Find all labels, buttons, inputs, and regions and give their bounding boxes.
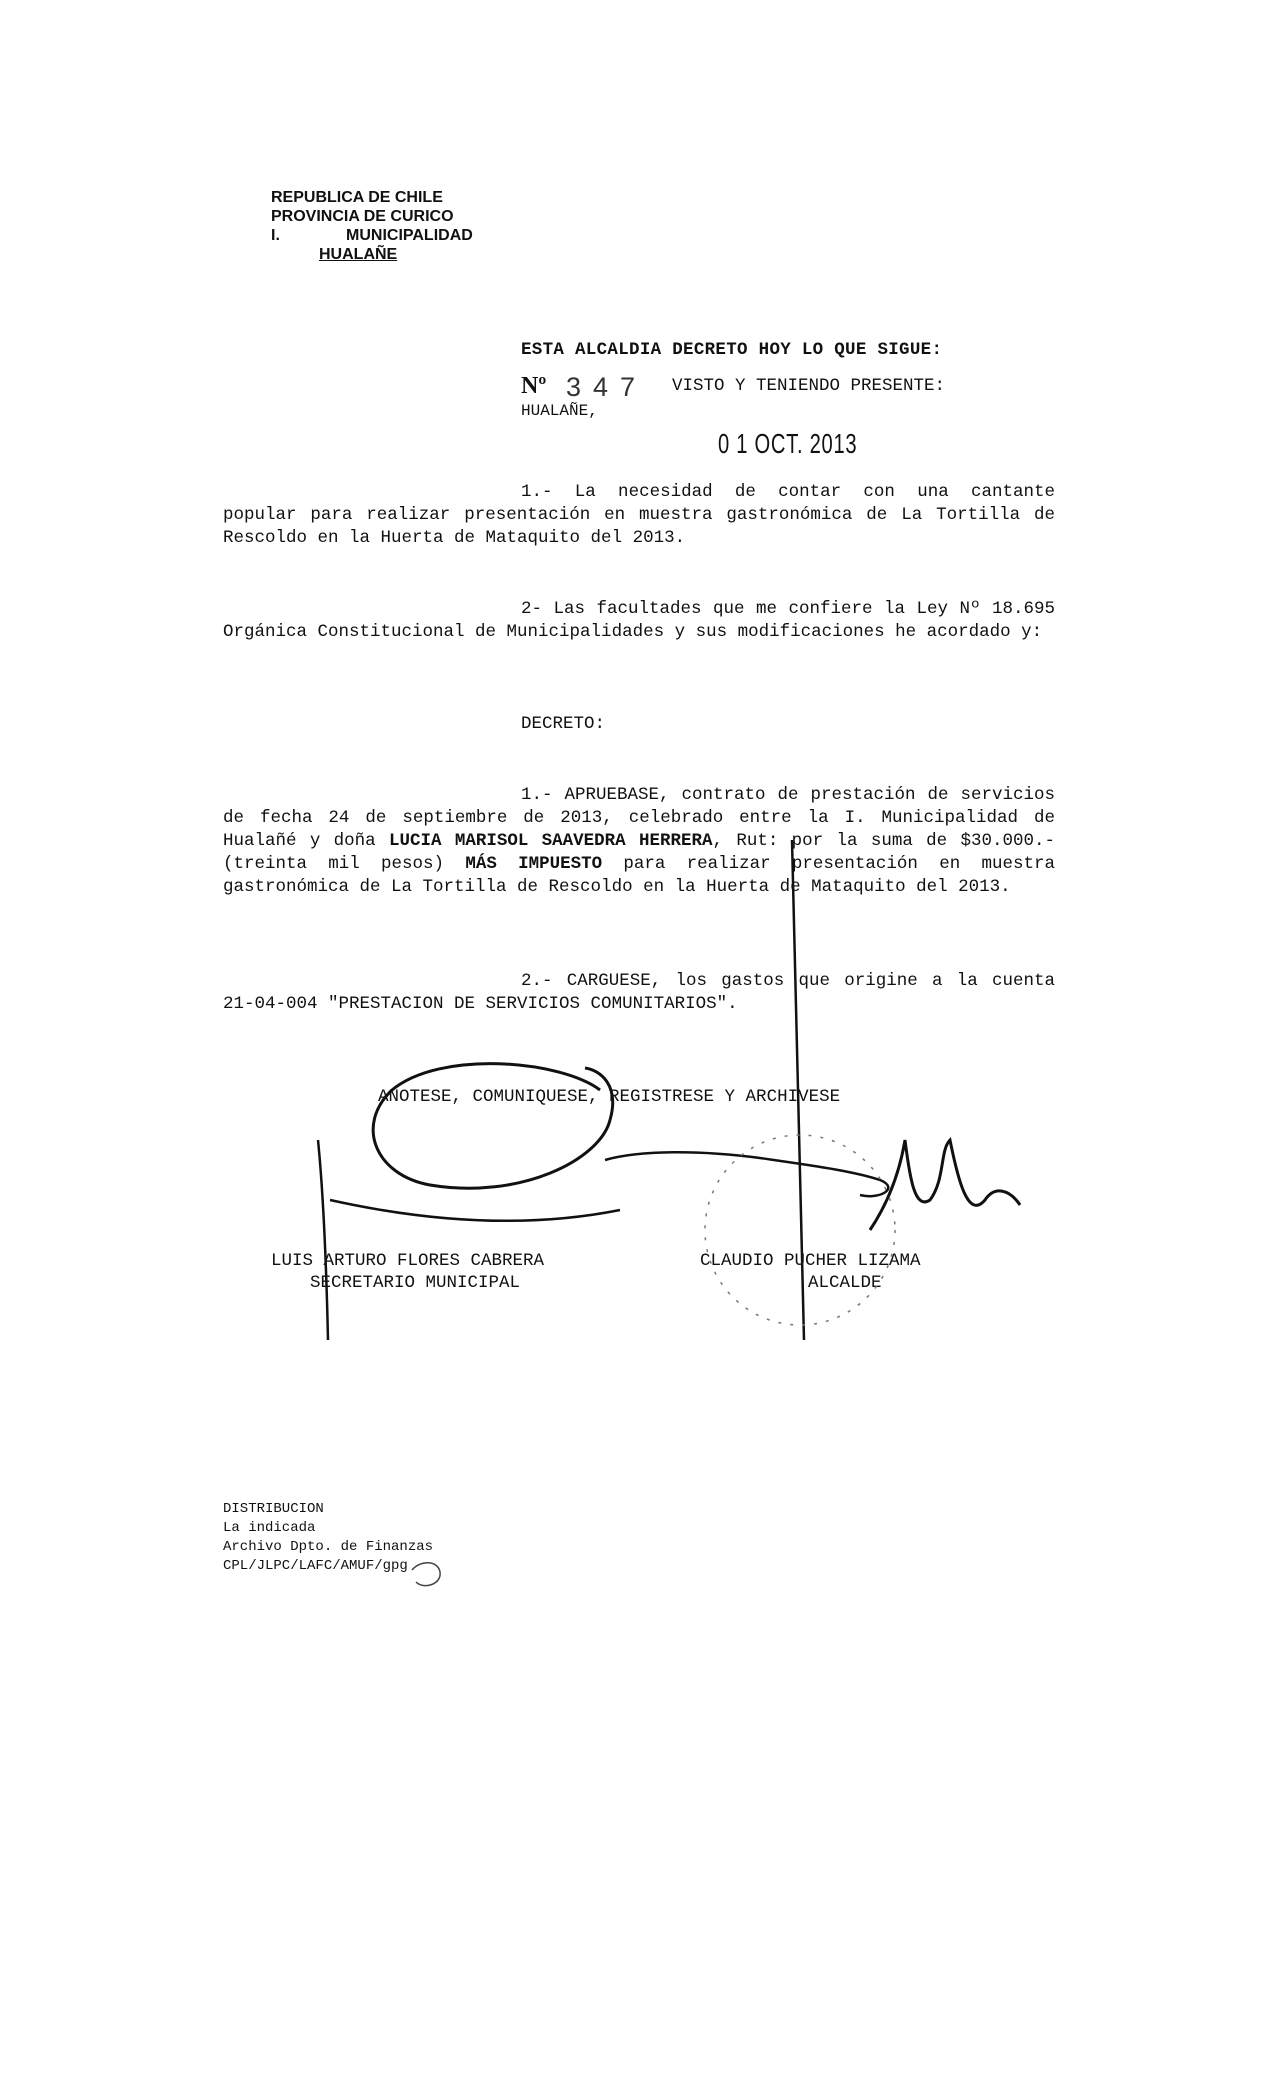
article-1-mas: MÁS IMPUESTO	[465, 854, 603, 874]
municipal-stamp-circle	[705, 1135, 895, 1325]
secretary-signature-tail	[605, 1152, 888, 1196]
secretary-signature-underline	[330, 1200, 620, 1221]
mayor-title: ALCALDE	[808, 1273, 882, 1293]
distribution-title: DISTRIBUCION	[223, 1501, 324, 1517]
letterhead-province: PROVINCIA DE CURICO	[271, 208, 454, 225]
letterhead-muni-prefix: I.	[271, 227, 280, 244]
considerando-1: 1.- La necesidad de contar con una cantante popular para realizar presentación en muestra gastronómica de La Tortilla de Rescoldo en la Huerta de Mataquito del 2013.	[223, 482, 1055, 548]
decree-number-value: 347	[566, 372, 648, 402]
letterhead-town: HUALAÑE	[319, 246, 398, 263]
secretary-signature-stroke	[318, 1140, 328, 1340]
article-1-start: 1.- APRUEBASE, contrato de prestación de servicios de fecha 24 de septiembre de 2013, celebrado entre la I. Municipalidad de Hualañé y doña	[223, 785, 1055, 851]
secretary-signature-loop	[373, 1064, 613, 1189]
letterhead-muni-text: MUNICIPALIDAD	[346, 227, 473, 244]
secretary-title: SECRETARIO MUNICIPAL	[310, 1273, 521, 1293]
article-1-end: para realizar presentación en muestra gastronómica de La Tortilla de Rescoldo en la Huerta de Mataquito del 2013.	[223, 854, 1055, 897]
article-2: 2.- CARGUESE, los gastos que origine a la cuenta 21-04-004 "PRESTACION DE SERVICIOS COMUNITARIOS".	[223, 971, 1055, 1014]
article-1	[223, 784, 1055, 899]
letterhead	[271, 188, 473, 264]
distribution-line-2: Archivo Dpto. de Finanzas	[223, 1539, 434, 1555]
decree-number-label: Nº	[521, 373, 547, 399]
distribution-block	[223, 1500, 433, 1576]
closing-line: ANOTESE, COMUNIQUESE, REGISTRESE Y ARCHIVESE	[378, 1087, 841, 1107]
letterhead-country: REPUBLICA DE CHILE	[271, 189, 443, 206]
article-1-rut: , Rut: por la suma de $30.000.- (treinta mil pesos)	[223, 831, 1055, 874]
article-1-name: LUCIA MARISOL SAAVEDRA HERRERA	[389, 831, 713, 851]
mayor-signature	[870, 1140, 1020, 1230]
place-line: HUALAÑE,	[521, 402, 598, 420]
decreto-label: DECRETO:	[521, 714, 606, 734]
date-stamp: 0 1 OCT. 2013	[718, 428, 858, 459]
mayor-name: CLAUDIO PUCHER LIZAMA	[700, 1251, 921, 1271]
distribution-line-1: La indicada	[223, 1520, 316, 1536]
distribution-line-3: CPL/JLPC/LAFC/AMUF/gpg	[223, 1558, 408, 1574]
considerando-2: 2- Las facultades que me confiere la Ley Nº 18.695 Orgánica Constitucional de Municipalidades y sus modificaciones he acordado y:	[223, 599, 1055, 642]
visto-line: VISTO Y TENIENDO PRESENTE:	[672, 376, 946, 396]
letterhead-municipality	[271, 226, 473, 245]
decree-heading: ESTA ALCALDIA DECRETO HOY LO QUE SIGUE:	[521, 340, 943, 360]
secretary-name: LUIS ARTURO FLORES CABRERA	[271, 1251, 545, 1271]
